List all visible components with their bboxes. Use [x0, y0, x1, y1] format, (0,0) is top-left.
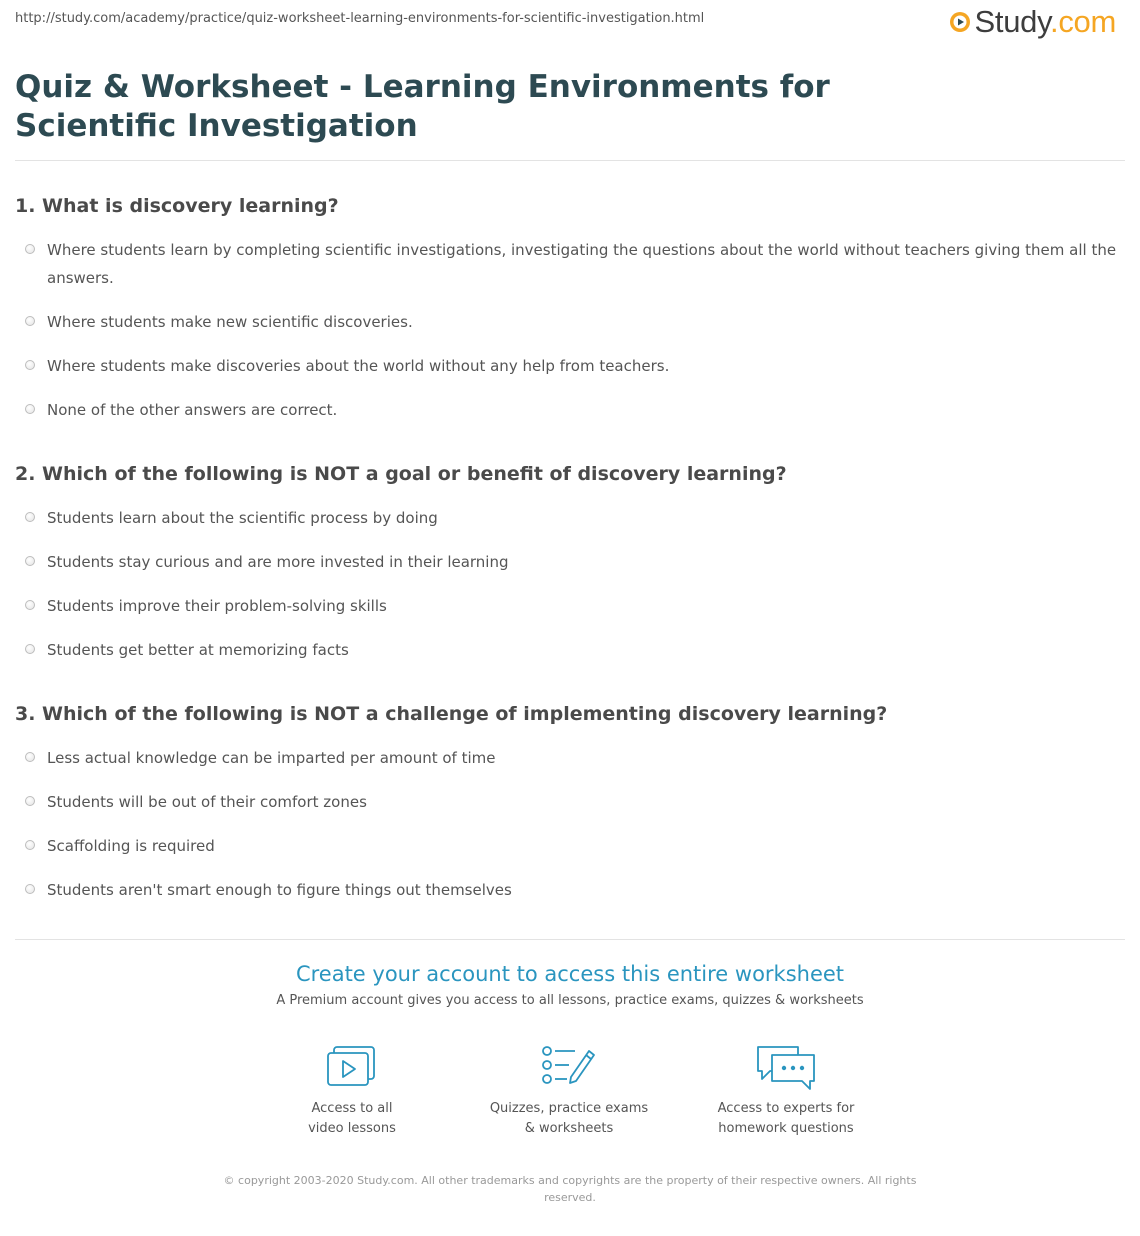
- video-lesson-icon: [326, 1043, 378, 1091]
- radio-button[interactable]: [25, 512, 35, 522]
- feature-label: Quizzes, practice exams & worksheets: [489, 1101, 649, 1136]
- answer-option[interactable]: Where students learn by completing scientific investigations, investigating the questions about the world without teachers giving them all the answers.: [15, 236, 1125, 292]
- create-account-link[interactable]: Create your account to access this entire worksheet: [295, 962, 845, 986]
- answer-option[interactable]: Students learn about the scientific process by doing: [15, 504, 1125, 532]
- answer-option[interactable]: Less actual knowledge can be imparted per amount of time: [15, 744, 1125, 772]
- premium-description: A Premium account gives you access to all lessons, practice exams, quizzes & worksheets: [276, 993, 864, 1008]
- radio-button[interactable]: [25, 752, 35, 762]
- answer-option[interactable]: None of the other answers are correct.: [15, 396, 1125, 424]
- answer-option[interactable]: Students get better at memorizing facts: [15, 636, 1125, 664]
- logo-wordmark: Study.com: [974, 4, 1116, 39]
- page-title: Quiz & Worksheet - Learning Environments for Scientific Investigation: [15, 69, 830, 144]
- feature-label: Access to all video lessons: [308, 1101, 396, 1136]
- answer-option[interactable]: Where students make new scientific discoveries.: [15, 308, 1125, 336]
- answer-option[interactable]: Students improve their problem-solving skills: [15, 592, 1125, 620]
- feature-quizzes: [469, 1043, 669, 1139]
- radio-button[interactable]: [25, 316, 35, 326]
- divider: [15, 939, 1125, 940]
- study-logo[interactable]: [949, 4, 1116, 40]
- answer-option[interactable]: Students will be out of their comfort zones: [15, 788, 1125, 816]
- radio-button[interactable]: [25, 840, 35, 850]
- question-2: [15, 462, 1125, 664]
- question-title: 2. Which of the following is NOT a goal or benefit of discovery learning?: [15, 463, 787, 485]
- feature-experts: [686, 1043, 886, 1139]
- radio-button[interactable]: [25, 404, 35, 414]
- question-1: [15, 194, 1125, 424]
- page-url: http://study.com/academy/practice/quiz-worksheet-learning-environments-for-scientific-investigation.html: [15, 11, 705, 26]
- quiz-checklist-icon: [541, 1043, 597, 1091]
- question-title: 3. Which of the following is NOT a challenge of implementing discovery learning?: [15, 703, 888, 725]
- radio-button[interactable]: [25, 360, 35, 370]
- answer-option[interactable]: Scaffolding is required: [15, 832, 1125, 860]
- play-logo-icon: [949, 11, 971, 33]
- radio-button[interactable]: [25, 884, 35, 894]
- radio-button[interactable]: [25, 644, 35, 654]
- question-3: [15, 702, 1125, 904]
- question-title: 1. What is discovery learning?: [15, 195, 339, 217]
- radio-button[interactable]: [25, 796, 35, 806]
- answer-option[interactable]: Students aren't smart enough to figure things out themselves: [15, 876, 1125, 904]
- feature-label: Access to experts for homework questions: [717, 1101, 855, 1136]
- chat-bubbles-icon: [754, 1043, 818, 1091]
- radio-button[interactable]: [25, 600, 35, 610]
- divider: [15, 160, 1125, 161]
- answer-option[interactable]: Where students make discoveries about the world without any help from teachers.: [15, 352, 1125, 380]
- radio-button[interactable]: [25, 244, 35, 254]
- answer-option[interactable]: Students stay curious and are more invested in their learning: [15, 548, 1125, 576]
- radio-button[interactable]: [25, 556, 35, 566]
- feature-video-lessons: [252, 1043, 452, 1139]
- copyright-notice: © copyright 2003-2020 Study.com. All other trademarks and copyrights are the property of their respective owners. All rights reserved.: [223, 1174, 917, 1204]
